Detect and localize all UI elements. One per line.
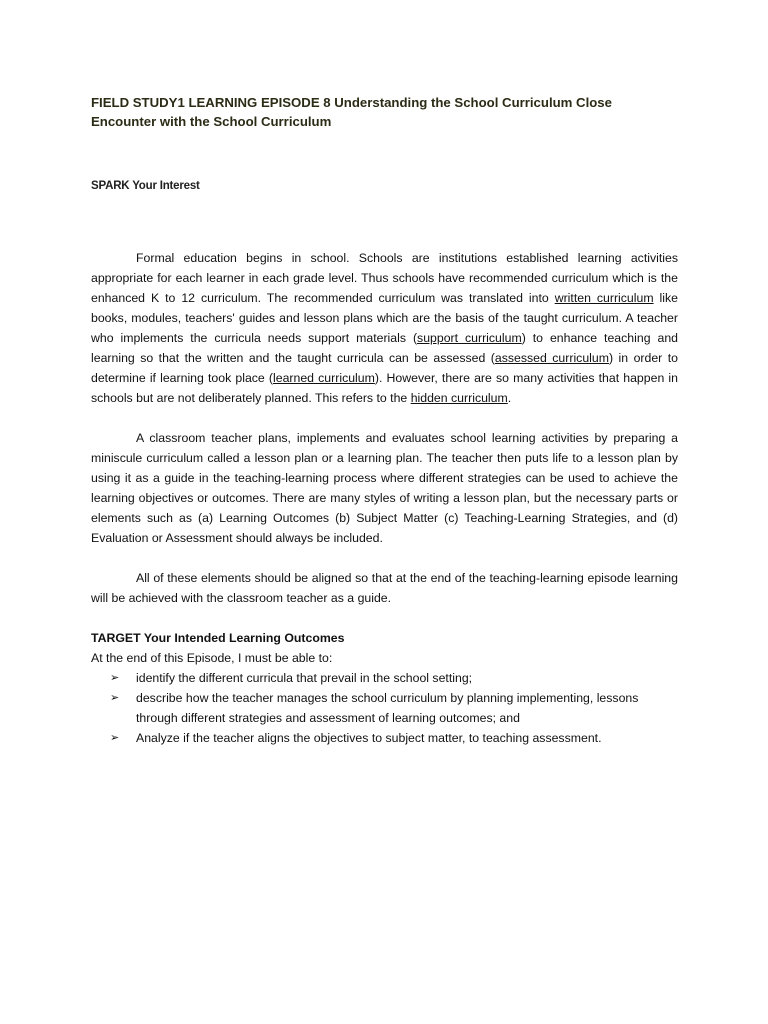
outcome-text: Analyze if the teacher aligns the objectives to subject matter, to teaching assessment. (136, 731, 602, 745)
list-item (91, 688, 678, 728)
paragraph-1-text: ) in order to determine if learning took place ( (91, 351, 678, 385)
document-title: FIELD STUDY1 LEARNING EPISODE 8 Understanding the School Curriculum Close Encounter with the School Curriculum (91, 95, 612, 129)
list-item (91, 668, 678, 688)
support-curriculum-term: support curriculum (417, 331, 522, 345)
outcome-text: describe how the teacher manages the school curriculum by planning implementing, lessons through different strategies and assessment of learning outcomes; and (136, 691, 639, 725)
written-curriculum-term: written curriculum (554, 291, 654, 305)
target-heading: TARGET Your Intended Learning Outcomes (91, 631, 345, 645)
learned-curriculum-term: learned curriculum (273, 371, 375, 385)
outcomes-list (91, 668, 678, 748)
paragraph-3: All of these elements should be aligned so that at the end of the teaching-learning episode learning will be achieved with the classroom teacher as a guide. (91, 571, 678, 605)
target-intro: At the end of this Episode, I must be able to: (91, 651, 333, 665)
paragraph-1-text: ). However, there are so many activities that happen in schools but are not deliberately planned. This refers to the (91, 371, 678, 405)
spark-heading: SPARK Your Interest (91, 180, 200, 192)
paragraph-2: A classroom teacher plans, implements and evaluates school learning activities by preparing a miniscule curriculum called a lesson plan or a learning plan. The teacher then puts life to a lesson plan by using it as a guide in the teaching-learning process where different strategies can be used to achieve the learning objectives or outcomes. There are many styles of writing a lesson plan, but the necessary parts or elements such as (a) Learning Outcomes (b) Subject Matter (c) Teaching-Learning Strategies, and (d) Evaluation or Assessment should always be included. (91, 431, 678, 545)
arrow-bullet-icon: ➢ (110, 692, 120, 704)
outcome-text: identify the different curricula that prevail in the school setting; (136, 671, 473, 685)
paragraph-1 (91, 248, 678, 408)
arrow-bullet-icon: ➢ (110, 672, 120, 684)
hidden-curriculum-term: hidden curriculum (410, 391, 508, 405)
paragraph-1-text: ) to enhance teaching and learning so that the written and the taught curricula can be assessed ( (91, 331, 678, 365)
arrow-bullet-icon: ➢ (110, 732, 120, 744)
paragraph-1-text: . (507, 391, 512, 405)
assessed-curriculum-term: assessed curriculum (494, 351, 609, 365)
paragraph-1-text: like books, modules, teachers' guides and lesson plans which are the basis of the taught curriculum. A teacher who implements the curricula needs support materials ( (91, 291, 678, 345)
paragraph-1-text: Formal education begins in school. Schools are institutions established learning activities appropriate for each learner in each grade level. Thus schools have recommended curriculum which is the enhanced K to 12 curriculum. The recommended curriculum was translated into (91, 251, 678, 305)
list-item (91, 728, 678, 748)
